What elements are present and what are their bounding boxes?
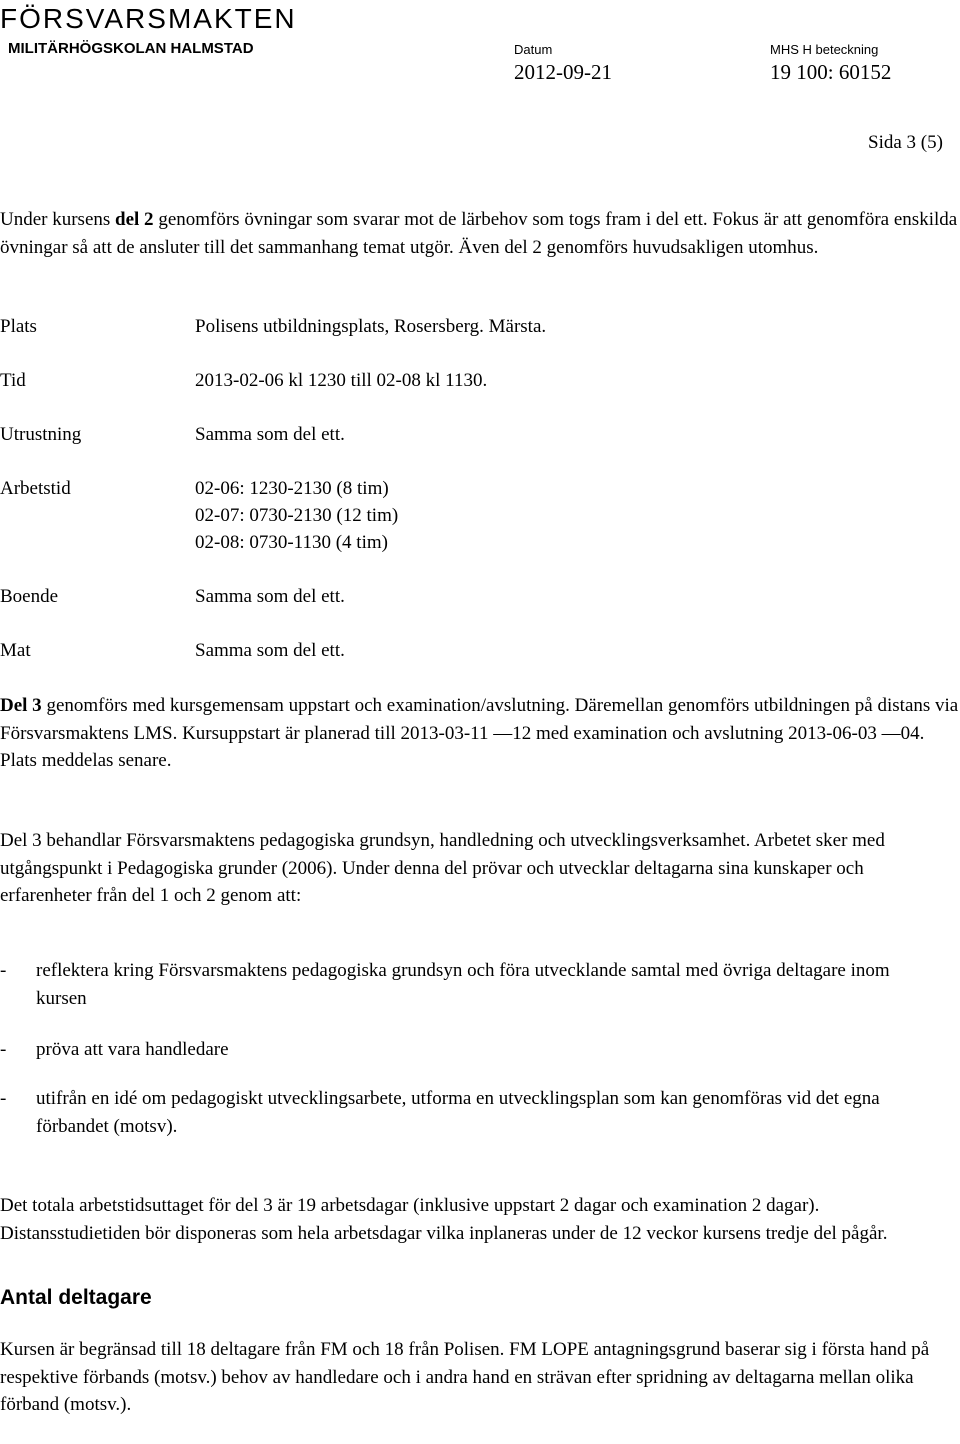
list-dash: - bbox=[0, 1088, 7, 1109]
detail-value-boende: Samma som del ett. bbox=[195, 586, 345, 607]
detail-label-tid: Tid bbox=[0, 370, 26, 391]
date-value: 2012-09-21 bbox=[514, 60, 612, 84]
detail-label-boende: Boende bbox=[0, 586, 59, 607]
reference-value: 19 100: 60152 bbox=[770, 60, 892, 84]
list-item bbox=[0, 957, 960, 1013]
list-dash: - bbox=[0, 960, 7, 981]
detail-value-mat: Samma som del ett. bbox=[195, 640, 345, 661]
detail-label-plats: Plats bbox=[0, 316, 37, 337]
list-item-text: utifrån en idé om pedagogiskt utvecklingsarbete, utforma en utvecklingsplan som kan genomföras vid det egna förbandet (motsv). bbox=[36, 1088, 880, 1137]
list-item-text: pröva att vara handledare bbox=[36, 1039, 229, 1060]
date-label: Datum bbox=[514, 42, 553, 57]
del3-content-paragraph: Del 3 behandlar Försvarsmaktens pedagogiska grundsyn, handledning och utvecklingsverksamhet. Arbetet sker med utgångspunkt i Pedagogiska grunder (2006). Under denna del prövar och utvecklar deltagarna sina kunskaper och erfarenheter från del 1 och 2 genom att: bbox=[0, 830, 885, 906]
list-item bbox=[0, 1085, 960, 1141]
list-dash: - bbox=[0, 1039, 7, 1060]
intro-paragraph: Under kursens del 2 genomförs övningar som svarar mot de lärbehov som togs fram i del ett. Fokus är att genomföra enskilda övningar så att de ansluter till det sammanhang temat utgör. Även del 2 genomförs huvudsakligen utomhus. bbox=[0, 209, 958, 258]
participants-paragraph: Kursen är begränsad till 18 deltagare från FM och 18 från Polisen. FM LOPE antagningsgrund baserar sig i första hand på respektive förbands (motsv.) behov av handledare och i andra hand en strävan efter spridning av deltagarna mellan olika förband (motsv.). bbox=[0, 1339, 930, 1415]
detail-value-plats: Polisens utbildningsplats, Rosersberg. Märsta. bbox=[195, 316, 547, 337]
page-number: Sida 3 (5) bbox=[868, 132, 943, 153]
list-item bbox=[0, 1036, 960, 1064]
detail-value-arbetstid-1: 02-06: 1230-2130 (8 tim) bbox=[195, 478, 389, 499]
reference-label: MHS H beteckning bbox=[770, 42, 879, 57]
detail-value-utrustning: Samma som del ett. bbox=[195, 424, 345, 445]
participants-heading: Antal deltagare bbox=[0, 1286, 152, 1309]
detail-label-arbetstid: Arbetstid bbox=[0, 478, 71, 499]
del3-paragraph: Del 3 genomförs med kursgemensam uppstart och examination/avslutning. Däremellan genomförs utbildningen på distans via Försvarsmaktens LMS. Kursuppstart är planerad till 2013-03-11 ―12 med examination och avslutning 2013-06-03 ―04. Plats meddelas senare. bbox=[0, 695, 959, 771]
detail-label-utrustning: Utrustning bbox=[0, 424, 82, 445]
list-item-text: reflektera kring Försvarsmaktens pedagogiska grundsyn och föra utvecklande samtal med övriga deltagare inom kursen bbox=[36, 960, 890, 1009]
workload-paragraph: Det totala arbetstidsuttaget för del 3 är 19 arbetsdagar (inklusive uppstart 2 dagar och examination 2 dagar). Distansstudietiden bör disponeras som hela arbetsdagar vilka inplaneras under de 12 veckor kursens tredje del pågår. bbox=[0, 1195, 888, 1244]
organization-name: FÖRSVARSMAKTEN bbox=[0, 3, 297, 34]
detail-value-tid: 2013-02-06 kl 1230 till 02-08 kl 1130. bbox=[195, 370, 488, 391]
school-name: MILITÄRHÖGSKOLAN HALMSTAD bbox=[8, 40, 254, 57]
detail-label-mat: Mat bbox=[0, 640, 31, 661]
detail-value-arbetstid-2: 02-07: 0730-2130 (12 tim) bbox=[195, 505, 399, 526]
detail-value-arbetstid-3: 02-08: 0730-1130 (4 tim) bbox=[195, 532, 388, 553]
